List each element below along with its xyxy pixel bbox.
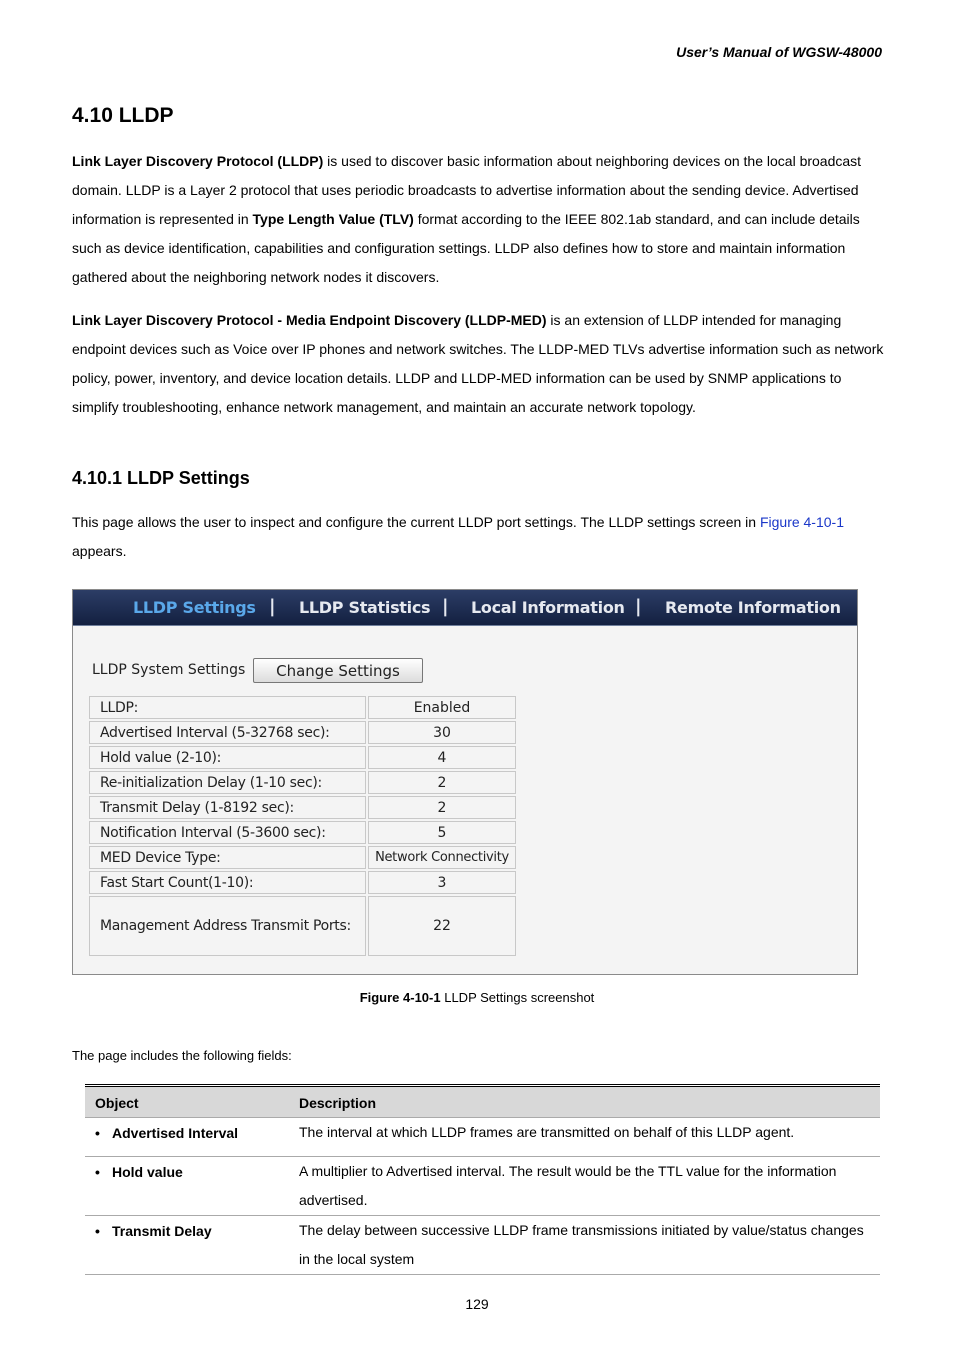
- lldp-med-term: Link Layer Discovery Protocol - Media Endpoint Discovery (LLDP-MED): [72, 312, 547, 328]
- table-row: [85, 1216, 880, 1275]
- setting-value: Network Connectivity: [368, 846, 516, 869]
- object-column-header: Object: [95, 1095, 139, 1111]
- fields-table-header: [85, 1087, 880, 1118]
- settings-row: [89, 846, 516, 869]
- bullet: •: [95, 1125, 100, 1141]
- tlv-term: Type Length Value (TLV): [252, 211, 414, 227]
- tab-separator: |: [269, 596, 276, 617]
- settings-intro-text-a: This page allows the user to inspect and configure the current LLDP port settings. The LLDP settings screen in: [72, 514, 760, 530]
- setting-label: Advertised Interval (5-32768 sec):: [89, 721, 366, 744]
- field-object-name: Hold value: [112, 1164, 183, 1180]
- field-object-name: Advertised Interval: [112, 1125, 239, 1141]
- subsection-title: 4.10.1 LLDP Settings: [72, 468, 250, 488]
- settings-row: [89, 821, 516, 844]
- fields-intro-text: The page includes the following fields:: [72, 1048, 292, 1063]
- lldp-term: Link Layer Discovery Protocol (LLDP): [72, 153, 324, 169]
- setting-label: Transmit Delay (1-8192 sec):: [89, 796, 366, 819]
- table-row: [85, 1118, 880, 1157]
- bullet: •: [95, 1164, 100, 1180]
- settings-intro-text-b: appears.: [72, 543, 127, 559]
- setting-value: 2: [368, 796, 516, 819]
- settings-row: [89, 721, 516, 744]
- setting-label: Hold value (2-10):: [89, 746, 366, 769]
- tab-lldp-settings[interactable]: LLDP Settings: [133, 598, 256, 617]
- settings-row: [89, 896, 516, 956]
- setting-label: Notification Interval (5-3600 sec):: [89, 821, 366, 844]
- section-title: 4.10 LLDP: [72, 104, 174, 127]
- field-object-name: Transmit Delay: [112, 1223, 212, 1239]
- figure-caption-text: LLDP Settings screenshot: [440, 990, 595, 1005]
- tab-separator: |: [442, 596, 449, 617]
- fields-table: [85, 1084, 880, 1275]
- setting-value: Enabled: [368, 696, 516, 719]
- settings-intro-paragraph: [72, 508, 884, 566]
- figure-caption: [0, 990, 954, 1005]
- tab-lldp-statistics[interactable]: LLDP Statistics: [299, 598, 431, 617]
- lldp-intro-text-b: format according to the IEEE 802.1ab standard, and can include details such as device identification, capabilities and configuration settings. LLDP also defines how to store and maintain information gathered about the neighboring network nodes it discovers.: [72, 211, 860, 285]
- page-number: 129: [465, 1296, 489, 1312]
- tab-bar: [73, 590, 857, 626]
- setting-value: 30: [368, 721, 516, 744]
- setting-value: 5: [368, 821, 516, 844]
- bullet: •: [95, 1223, 100, 1239]
- setting-value: 22: [368, 896, 516, 956]
- lldp-settings-table: [87, 694, 518, 958]
- setting-label: LLDP:: [89, 696, 366, 719]
- system-settings-label: LLDP System Settings: [92, 662, 246, 678]
- change-settings-button[interactable]: Change Settings: [253, 658, 423, 683]
- field-object: [95, 1223, 212, 1239]
- setting-value: 4: [368, 746, 516, 769]
- field-object: [95, 1164, 183, 1180]
- lldp-settings-screenshot: [72, 589, 858, 975]
- description-column-header: Description: [299, 1095, 377, 1111]
- settings-row: [89, 771, 516, 794]
- tab-separator: |: [635, 596, 642, 617]
- lldp-intro-paragraph: [72, 147, 884, 292]
- setting-value: 3: [368, 871, 516, 894]
- setting-label: Fast Start Count(1-10):: [89, 871, 366, 894]
- field-description: The delay between successive LLDP frame transmissions initiated by value/status changes in the local system: [299, 1222, 864, 1267]
- manual-header-title: User’s Manual of WGSW-48000: [676, 44, 882, 60]
- settings-row: [89, 696, 516, 719]
- figure-caption-label: Figure 4-10-1: [359, 990, 441, 1005]
- settings-row: [89, 871, 516, 894]
- setting-label: Management Address Transmit Ports:: [89, 896, 366, 956]
- settings-row: [89, 796, 516, 819]
- tab-remote-information[interactable]: Remote Information: [665, 598, 841, 617]
- setting-label: Re-initialization Delay (1-10 sec):: [89, 771, 366, 794]
- setting-value: 2: [368, 771, 516, 794]
- lldp-med-paragraph: [72, 306, 884, 422]
- lldp-med-text: is an extension of LLDP intended for managing endpoint devices such as Voice over IP phones and network switches. The LLDP-MED TLVs advertise information such as network policy, power, inventory, and device location details. LLDP and LLDP-MED information can be used by SNMP applications to simplify troubleshooting, enhance network management, and maintain an accurate network topology.: [72, 312, 884, 415]
- setting-label: MED Device Type:: [89, 846, 366, 869]
- figure-link[interactable]: Figure 4-10-1: [759, 514, 844, 530]
- field-object: [95, 1125, 238, 1141]
- field-description: The interval at which LLDP frames are transmitted on behalf of this LLDP agent.: [299, 1124, 795, 1140]
- lldp-intro-text-a: is used to discover basic information about neighboring devices on the local broadcast domain. LLDP is a Layer 2 protocol that uses periodic broadcasts to advertise information about the sending device. Advertised information is represented in: [72, 153, 862, 227]
- settings-row: [89, 746, 516, 769]
- table-row: [85, 1157, 880, 1216]
- field-description: A multiplier to Advertised interval. The result would be the TTL value for the information advertised.: [299, 1163, 837, 1208]
- tab-local-information[interactable]: Local Information: [471, 598, 625, 617]
